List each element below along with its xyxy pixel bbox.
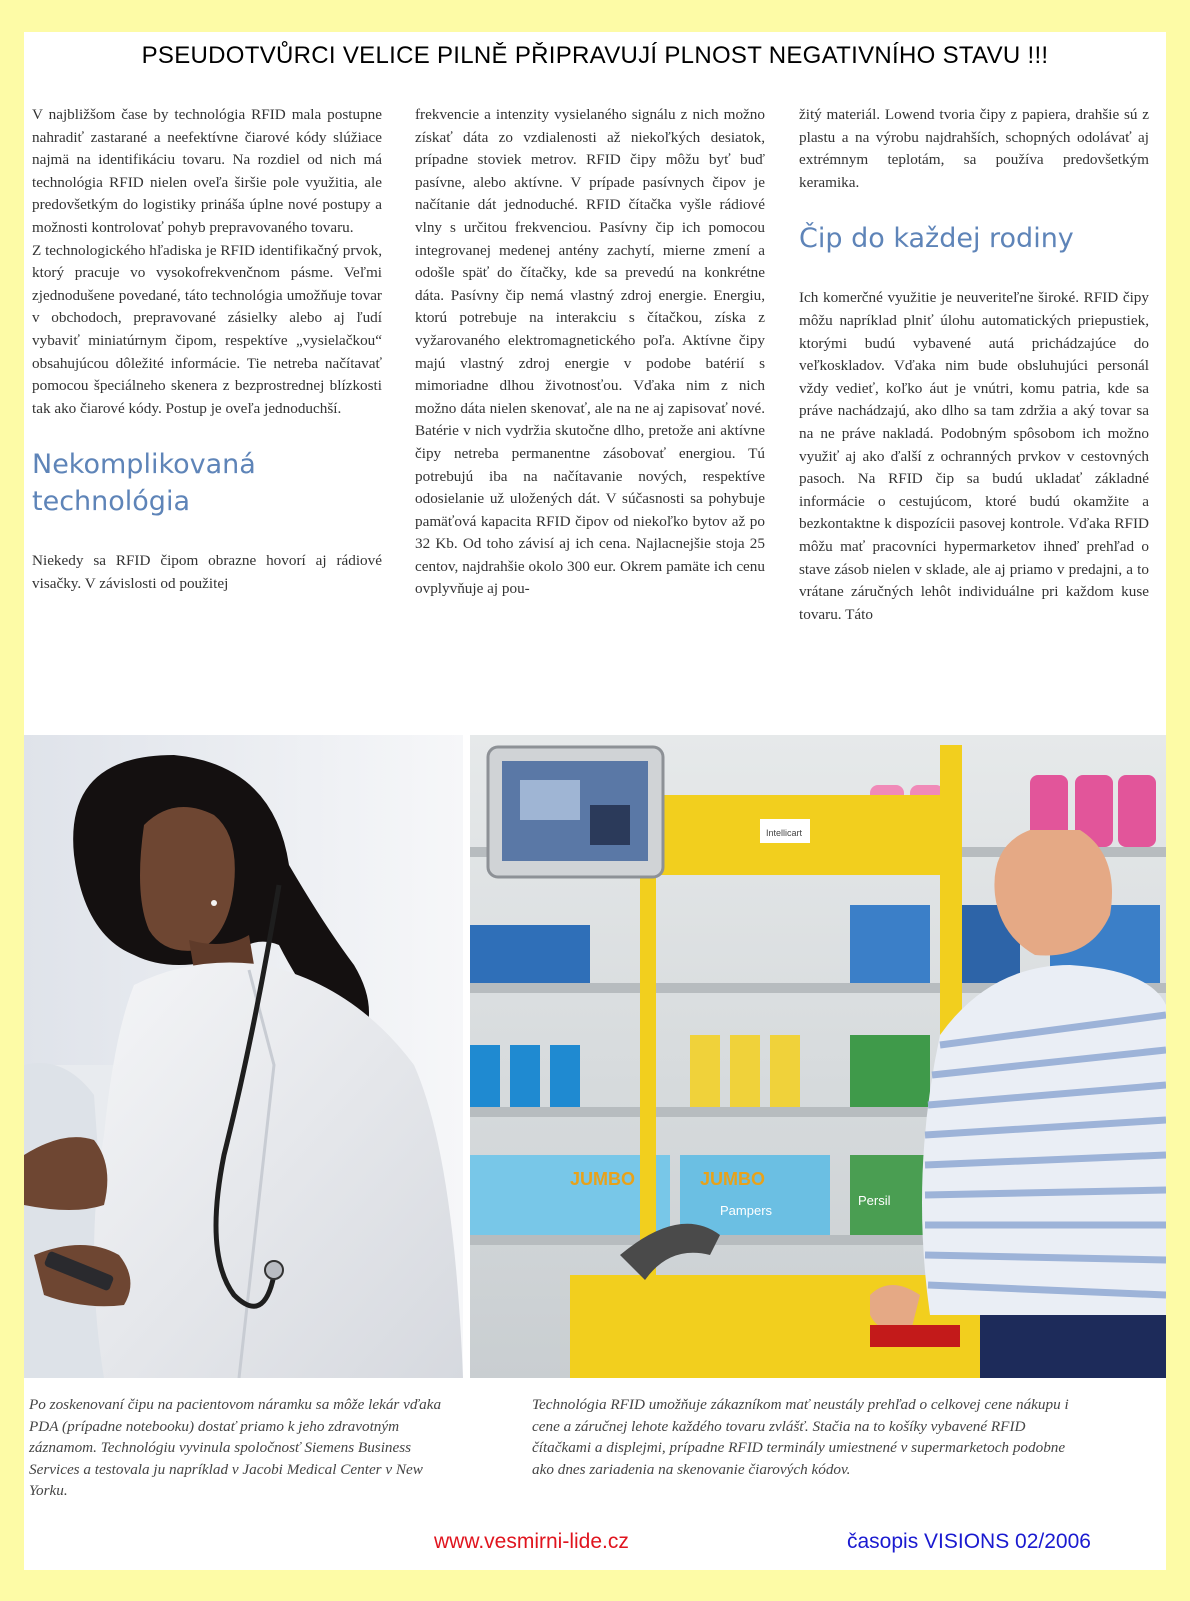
paragraph: V najbližšom čase by technológia RFID mala postupne nahradiť zastarané a neefektívne čiarové kódy slúžiace najmä na identifikáciu tovaru. Na rozdiel od nich má technológia RFID nielen oveľa širšie pole využitia, ale predovšetkým do logistiky prináša úplne nové postupy a možnosti kontrolovať pohyb prepravovaného tovaru. bbox=[32, 106, 382, 236]
magazine-credit: časopis VISIONS 02/2006 bbox=[847, 1530, 1091, 1553]
magazine-page bbox=[24, 32, 1166, 1570]
section-heading: Nekomplikovaná technológia bbox=[32, 449, 256, 518]
paragraph: frekvencie a intenzity vysielaného signálu z nich možno získať dáta zo vzdialenosti až niekoľkých desiatok, prípadne stoviek metrov. RFID čipy môžu byť buď pasívne, alebo aktívne. V prípade pasívnych čipov je načítanie dát jednoduché. RFID čítačka vyšle rádiové vlny s určitou frekvenciou. Pasívny čip ich pomocou integrovanej medenej antény zachytí, mierne zmení a odošle späť do čítačky, kde sa prevedú na konkrétne dáta. Pasívny čip nemá vlastný zdroj energie. Energiu, ktorú potrebuje na interakciu s čítačkou, získa z vyžarovaného elektromagnetického poľa. Aktívne čipy majú vlastný zdroj energie v podobe batérií s mimoriadne dlhou životnosťou. Vďaka nim z nich možno dáta nielen skenovať, ale na ne aj zapisovať nové. Batérie v nich vydržia skutočne dlho, pretože ani aktívne čipy netreba permanentne zásobovať energiou. Tú potrebujú iba na načítavanie nových, respektíve odosielanie už uložených dát. V súčasnosti sa pohybuje pamäťová kapacita RFID čipov od niekoľko bytov až po 32 Kb. Od toho závisí aj ich cena. Najlacnejšie stoja 25 centov, najdrahšie okolo 300 eur. Okrem pamäte ich cenu ovplyvňuje aj pou- bbox=[415, 106, 765, 598]
paragraph: Niekedy sa RFID čipom obrazne hovorí aj rádiové visačky. V závislosti od použitej bbox=[32, 552, 382, 592]
supermarket-photo bbox=[470, 735, 1166, 1378]
doctor-illustration bbox=[24, 735, 463, 1378]
article-column-2 bbox=[415, 104, 765, 601]
shelf-label: JUMBO bbox=[570, 1169, 636, 1189]
section-heading: Čip do každej rodiny bbox=[799, 223, 1074, 255]
paragraph: Z technologického hľadiska je RFID identifikačný prvok, ktorý pracuje vo vysokofrekvenčnom pásme. Veľmi zjednodušene povedané, táto technológia umožňuje tovar v obchodoch, prepravované zásielky alebo aj ľudí vybaviť miniatúrnym čipom, respektíve „vysielačkou“ obsahujúcou dôležité informácie. Tie netreba načítavať pomocou špeciálneho skenera z bezprostrednej blízkosti tak ako čiarové kódy. Postup je oveľa jednoduchší. bbox=[32, 241, 382, 417]
article-column-3 bbox=[799, 104, 1149, 626]
article-column-1 bbox=[32, 104, 382, 596]
doctor-photo bbox=[24, 735, 463, 1378]
photo-caption-left: Po zoskenovaní čipu na pacientovom náramku sa môže lekár vďaka PDA (prípadne notebooku) dostať priamo k jeho zdravotným záznamom. Technológiu vyvinula spoločnosť Siemens Business Services a testovala ju napríklad v Jacobi Medical Center v New Yorku. bbox=[29, 1396, 442, 1500]
page-headline: PSEUDOTVŮRCI VELICE PILNĚ PŘIPRAVUJÍ PLNOST NEGATIVNÍHO STAVU !!! bbox=[141, 42, 1049, 69]
cart-brand-label: Intellicart bbox=[766, 828, 803, 838]
shelf-label: Persil bbox=[858, 1193, 891, 1208]
paragraph: Ich komerčné využitie je neuveriteľne široké. RFID čipy môžu napríklad plniť úlohu automatických priepustiek, ktorými budú vybavené autá prichádzajúce do veľkoskladov. Vďaka nim bude obsluhujúci personál vždy vedieť, koľko áut je vnútri, komu patria, kde sa práve nachádzajú, ako dlho sa tam zdržia a aký tovar sa na ne práve nakladá. Podobným spôsobom ich možno využiť aj ako ďalší z ochranných prvkov v cestovných pasoch. Na RFID čip sa budú ukladať základné informácie o cestujúcom, ktoré budú okamžite a bezkontaktne k dispozícii pasovej kontrole. Vďaka RFID môžu mať pracovníci hypermarketov ihneď prehľad o stave zásob nielen v sklade, ale aj priamo v predajni, a to vrátane záručných lehôt individuálne pri každom kuse tovaru. Táto bbox=[799, 289, 1149, 623]
supermarket-illustration bbox=[470, 735, 1166, 1378]
website-link[interactable]: www.vesmirni-lide.cz bbox=[434, 1530, 629, 1553]
shelf-label: JUMBO bbox=[700, 1169, 766, 1189]
paragraph: žitý materiál. Lowend tvoria čipy z papiera, drahšie sú z plastu a na výrobu najdrahších, schopných odolávať aj extrémnym teplotám, sa používa predovšetkým keramika. bbox=[799, 106, 1149, 191]
shelf-label: Pampers bbox=[720, 1203, 773, 1218]
photo-caption-right: Technológia RFID umožňuje zákazníkom mať neustály prehľad o celkovej cene nákupu i cene a záručnej lehote každého tovaru zvlášť. Stačia na to košíky vybavené RFID čítačkami a displejmi, prípadne RFID terminály umiestnené v supermarketoch podobne ako dnes zariadenia na skenovanie čiarových kódov. bbox=[532, 1396, 1069, 1478]
